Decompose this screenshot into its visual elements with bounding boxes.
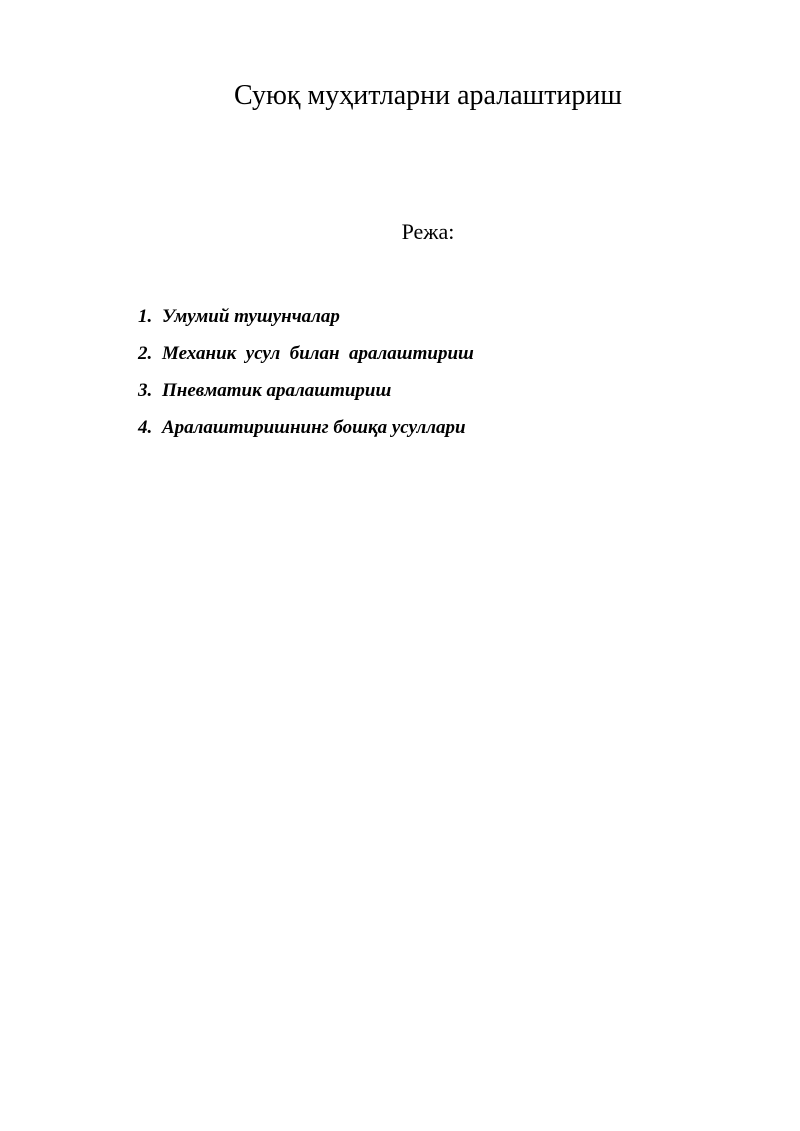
plan-item-number: 2. bbox=[138, 343, 153, 364]
plan-item-2 bbox=[138, 335, 474, 372]
document-title: Суюқ муҳитларни аралаштириш bbox=[234, 80, 622, 111]
plan-item-3 bbox=[138, 372, 474, 409]
plan-item-4 bbox=[138, 409, 474, 446]
plan-item-1 bbox=[138, 298, 474, 335]
plan-item-text: Аралаштиришнинг бошқа усуллари bbox=[162, 417, 466, 438]
plan-list bbox=[138, 298, 474, 446]
plan-item-text: Умумий тушунчалар bbox=[162, 306, 340, 327]
plan-item-number: 1. bbox=[138, 306, 153, 327]
plan-item-text: Пневматик аралаштириш bbox=[162, 380, 392, 401]
plan-item-number: 3. bbox=[138, 380, 153, 401]
plan-item-number: 4. bbox=[138, 417, 153, 438]
plan-item-text: Механик усул билан аралаштириш bbox=[162, 343, 474, 364]
plan-heading: Режа: bbox=[401, 219, 455, 244]
